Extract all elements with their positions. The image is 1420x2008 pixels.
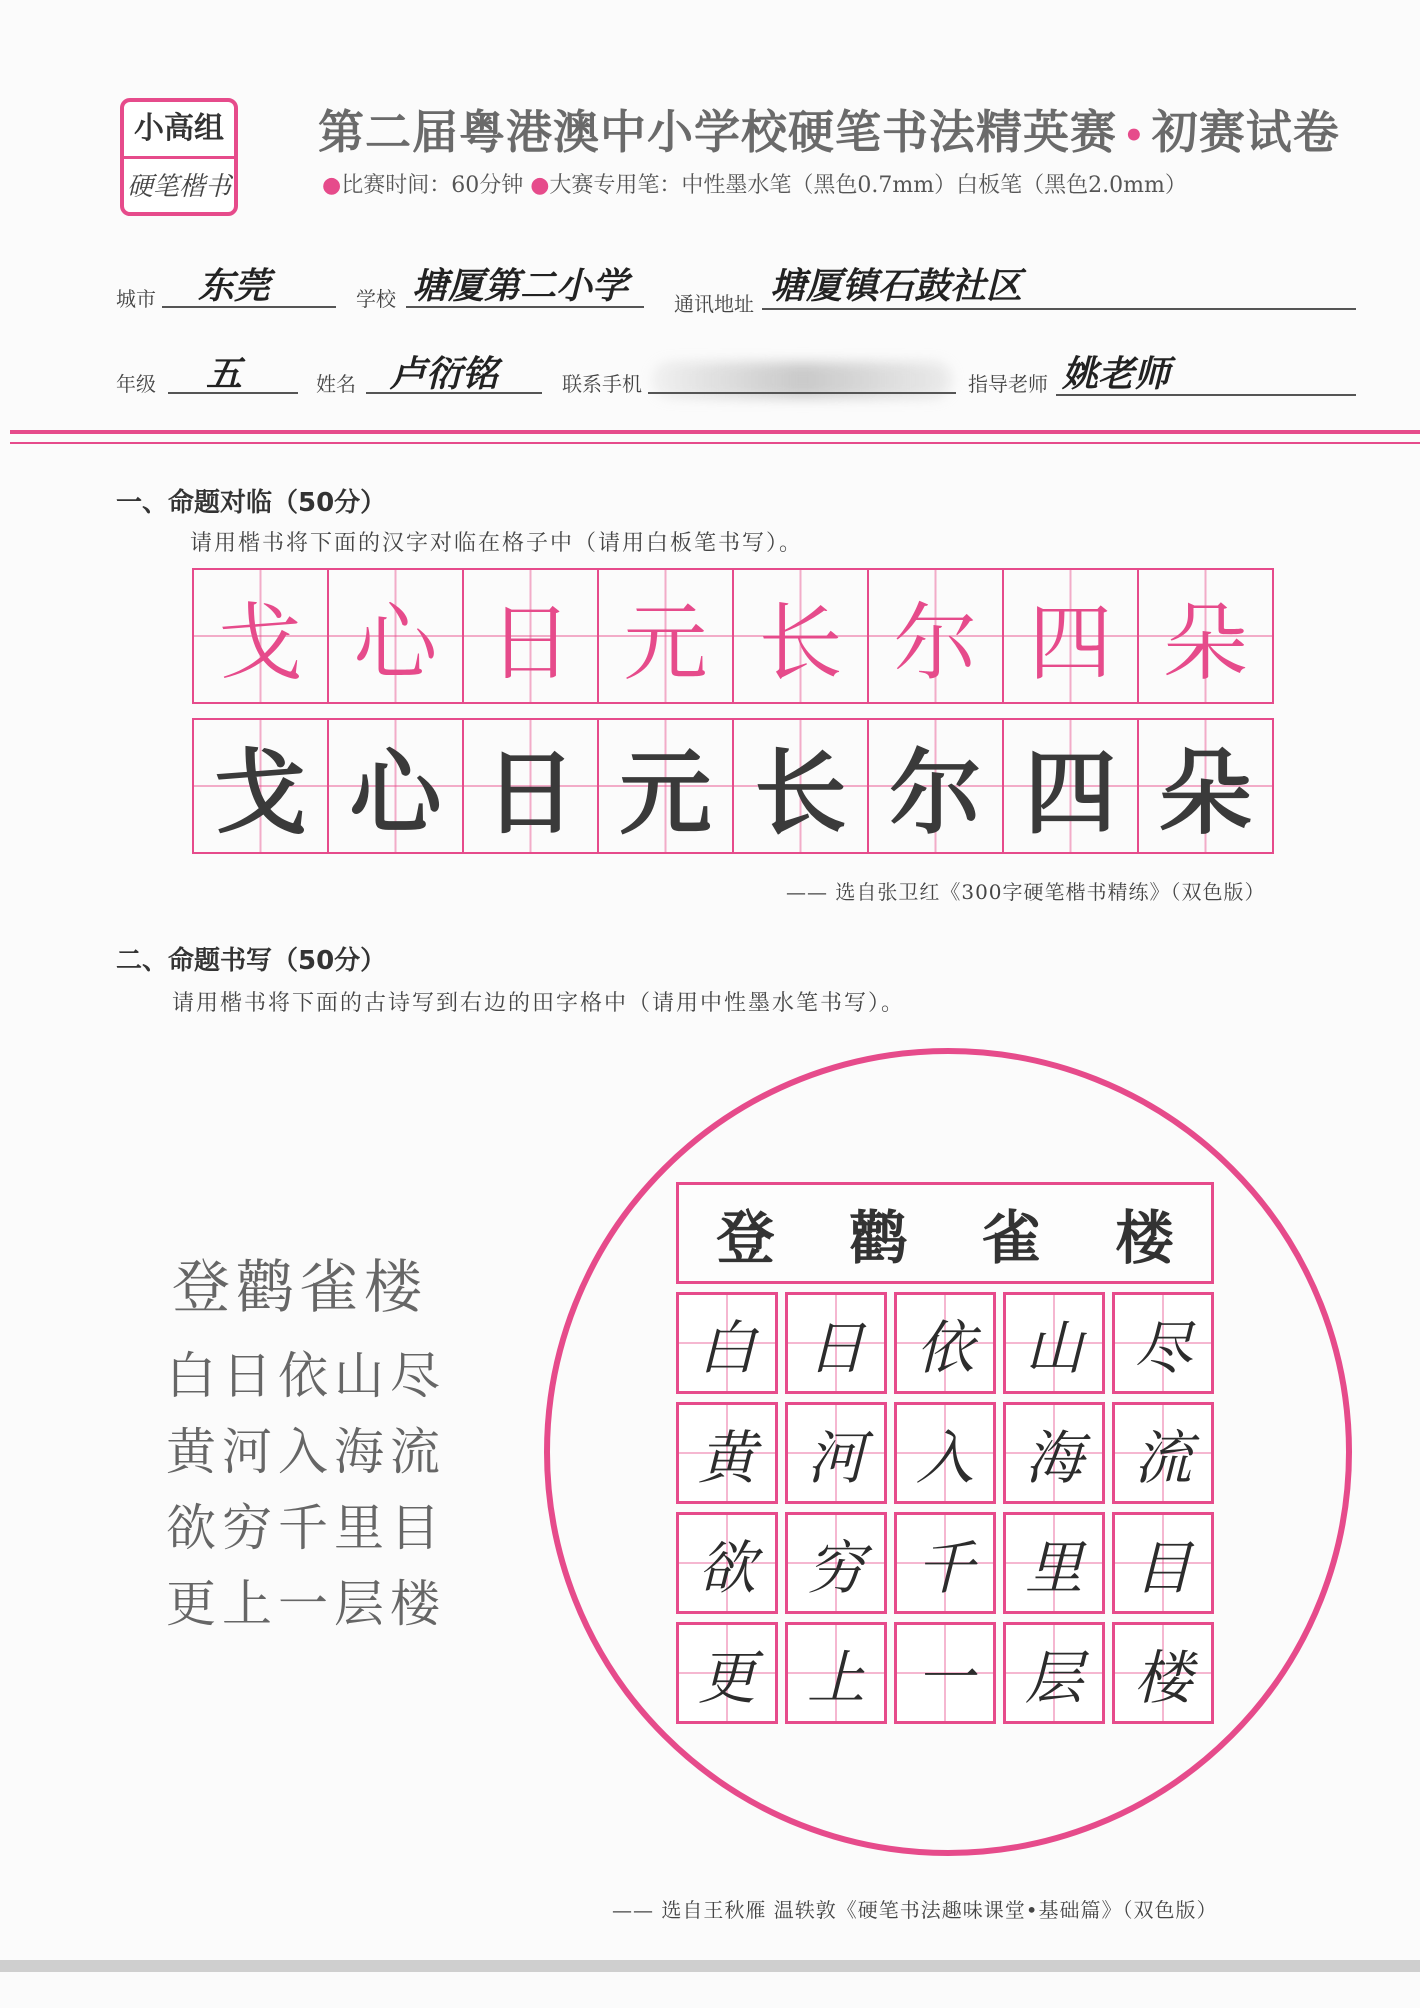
- writing-cell[interactable]: [1004, 720, 1139, 852]
- written-char: 上: [806, 1644, 865, 1712]
- tian-cell[interactable]: [1003, 1402, 1105, 1504]
- tian-cell[interactable]: [676, 1292, 778, 1394]
- tian-cell[interactable]: [785, 1622, 887, 1724]
- name-underline: [366, 392, 542, 394]
- written-char: 戈: [214, 740, 307, 847]
- poem-line: 白日依山尽: [166, 1347, 446, 1405]
- written-title-box[interactable]: [676, 1182, 1214, 1284]
- written-char: 尽: [1133, 1314, 1192, 1382]
- written-char: 日: [806, 1314, 865, 1382]
- written-char: 黄: [697, 1424, 756, 1492]
- written-title-char: 鹳: [849, 1204, 908, 1272]
- section2-credit: —— 选自王秋雁 温轶敦《硬笔书法趣味课堂•基础篇》（双色版）: [612, 1898, 1218, 1922]
- writing-cell[interactable]: [734, 720, 869, 852]
- tian-grid: [676, 1292, 1214, 1732]
- model-char-cell: [869, 570, 1004, 702]
- written-char: 元: [619, 740, 712, 847]
- tian-cell[interactable]: [676, 1512, 778, 1614]
- phone-underline: [648, 392, 956, 394]
- writing-cell[interactable]: [1139, 720, 1272, 852]
- model-char-cell: [464, 570, 599, 702]
- model-char-cell: [329, 570, 464, 702]
- written-char: 更: [697, 1644, 756, 1712]
- model-char-cell: [599, 570, 734, 702]
- tian-cell[interactable]: [1112, 1402, 1214, 1504]
- model-char: 戈: [218, 593, 303, 692]
- written-char: 山: [1024, 1314, 1083, 1382]
- address-field[interactable]: 塘厦镇石鼓社区: [770, 265, 1023, 307]
- tian-cell[interactable]: [785, 1402, 887, 1504]
- phone-label: 联系手机: [562, 372, 642, 396]
- model-char: 心: [353, 593, 438, 692]
- tian-cell[interactable]: [894, 1292, 996, 1394]
- teacher-underline: [1056, 394, 1356, 396]
- exam-time: 比赛时间：60分钟: [341, 173, 524, 198]
- writing-cell[interactable]: [329, 720, 464, 852]
- model-char-cell: [1139, 570, 1272, 702]
- teacher-field[interactable]: 姚老师: [1062, 353, 1171, 395]
- grade-underline: [168, 392, 298, 394]
- model-char-cell: [734, 570, 869, 702]
- scan-bottom-edge: [0, 1960, 1420, 1972]
- school-label: 学校: [356, 287, 396, 311]
- written-char: 一: [915, 1644, 974, 1712]
- written-char: 河: [806, 1424, 865, 1492]
- section2-heading: 二、命题书写（50分）: [116, 946, 387, 976]
- header-divider-thick: [10, 430, 1420, 434]
- written-char: 入: [915, 1424, 974, 1492]
- name-field[interactable]: 卢衍铭: [390, 353, 499, 395]
- teacher-label: 指导老师: [968, 372, 1048, 396]
- model-char: 尔: [893, 593, 978, 692]
- section2-instruction: 请用楷书将下面的古诗写到右边的田字格中（请用中性墨水笔书写）。: [172, 991, 906, 1016]
- poem-line: 黄河入海流: [166, 1423, 446, 1481]
- written-char: 长: [754, 740, 847, 847]
- badge-group-label: 小高组: [124, 102, 234, 159]
- written-char: 穷: [806, 1534, 865, 1602]
- written-char: 海: [1024, 1424, 1083, 1492]
- written-char: 层: [1024, 1644, 1083, 1712]
- written-char: 里: [1024, 1534, 1083, 1602]
- tian-cell[interactable]: [676, 1622, 778, 1724]
- title-suffix: 初赛试卷: [1151, 105, 1340, 159]
- written-char-row: [192, 718, 1274, 854]
- writing-cell[interactable]: [194, 720, 329, 852]
- grade-field[interactable]: 五: [206, 353, 243, 395]
- written-char: 四: [1024, 740, 1117, 847]
- tian-cell[interactable]: [785, 1292, 887, 1394]
- model-char: 日: [488, 593, 573, 692]
- tian-cell[interactable]: [1003, 1512, 1105, 1614]
- written-char: 欲: [697, 1534, 756, 1602]
- model-char-row: [192, 568, 1274, 704]
- written-char: 朵: [1159, 740, 1252, 847]
- city-label: 城市: [116, 287, 156, 311]
- model-char-cell: [1004, 570, 1139, 702]
- bullet-icon: ●: [322, 173, 342, 198]
- tian-cell[interactable]: [894, 1402, 996, 1504]
- school-field[interactable]: 塘厦第二小学: [412, 265, 629, 307]
- grid-row: [676, 1402, 1214, 1504]
- grade-label: 年级: [116, 372, 156, 396]
- poem-line: 更上一层楼: [166, 1575, 446, 1633]
- written-title-char: 登: [716, 1204, 775, 1272]
- written-char: 依: [915, 1314, 974, 1382]
- header-divider-thin: [10, 442, 1420, 444]
- written-char: 尔: [889, 740, 982, 847]
- name-label: 姓名: [316, 372, 356, 396]
- model-char: 朵: [1163, 593, 1248, 692]
- bullet-icon: ●: [530, 173, 550, 198]
- grid-row: [676, 1622, 1214, 1724]
- exam-pen: 大赛专用笔：中性墨水笔（黑色0.7mm）白板笔（黑色2.0mm）: [549, 173, 1187, 198]
- written-char: 千: [915, 1534, 974, 1602]
- city-field[interactable]: 东莞: [198, 265, 271, 307]
- tian-cell[interactable]: [1003, 1622, 1105, 1724]
- tian-cell[interactable]: [676, 1402, 778, 1504]
- city-underline: [162, 306, 336, 308]
- writing-cell[interactable]: [869, 720, 1004, 852]
- written-char: 日: [484, 740, 577, 847]
- section1-heading: 一、命题对临（50分）: [116, 488, 387, 518]
- poem-line: 欲穷千里目: [166, 1499, 446, 1557]
- address-underline: [762, 308, 1356, 310]
- tian-cell[interactable]: [1112, 1512, 1214, 1614]
- model-char-cell: [194, 570, 329, 702]
- group-badge: [120, 98, 238, 216]
- address-label: 通讯地址: [674, 292, 754, 316]
- tian-cell[interactable]: [1003, 1292, 1105, 1394]
- model-char: 元: [623, 593, 708, 692]
- writing-cell[interactable]: [599, 720, 734, 852]
- tian-cell[interactable]: [1112, 1622, 1214, 1724]
- exam-rules: [322, 168, 1187, 199]
- section1-credit: —— 选自张卫红《300字硬笔楷书精练》（双色版）: [786, 880, 1266, 904]
- tian-cell[interactable]: [1112, 1292, 1214, 1394]
- model-char: 四: [1028, 593, 1113, 692]
- school-underline: [406, 306, 644, 308]
- page-title: [318, 96, 1340, 162]
- title-main: 第二届粤港澳中小学校硬笔书法精英赛: [318, 105, 1117, 159]
- tian-cell[interactable]: [894, 1512, 996, 1614]
- model-char: 长: [758, 593, 843, 692]
- written-title-char: 雀: [982, 1204, 1041, 1272]
- tian-cell[interactable]: [894, 1622, 996, 1724]
- grid-row: [676, 1292, 1214, 1394]
- written-char: 流: [1133, 1424, 1192, 1492]
- badge-category-label: 硬笔楷书: [126, 172, 231, 202]
- grid-row: [676, 1512, 1214, 1614]
- written-char: 楼: [1133, 1644, 1192, 1712]
- poem-title: 登鹳雀楼: [172, 1253, 429, 1321]
- written-char: 目: [1133, 1534, 1192, 1602]
- tian-cell[interactable]: [785, 1512, 887, 1614]
- title-dot: •: [1123, 115, 1146, 156]
- written-char: 白: [697, 1314, 756, 1382]
- writing-cell[interactable]: [464, 720, 599, 852]
- written-title-char: 楼: [1115, 1204, 1174, 1272]
- written-char: 心: [349, 740, 442, 847]
- section1-instruction: 请用楷书将下面的汉字对临在格子中（请用白板笔书写）。: [190, 531, 804, 556]
